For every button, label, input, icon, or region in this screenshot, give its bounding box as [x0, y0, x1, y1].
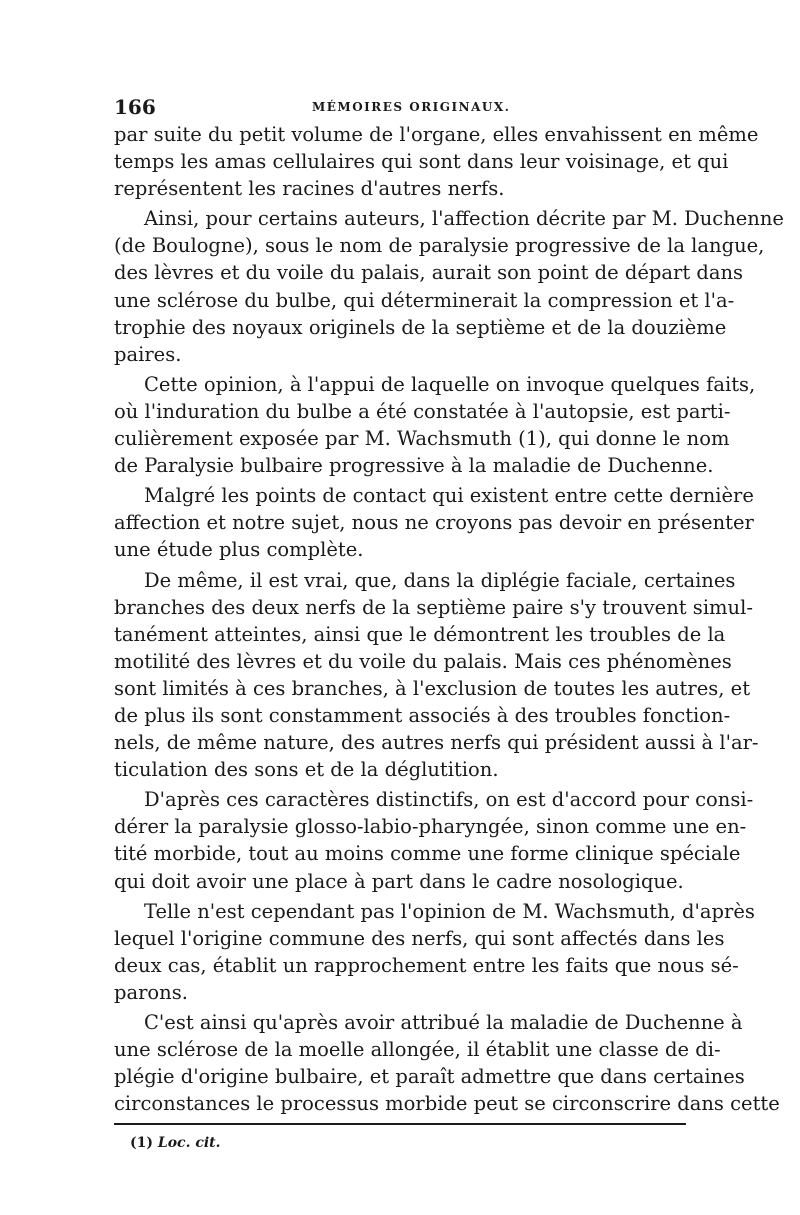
text-line: trophie des noyaux originels de la septième et de la douzième — [114, 315, 727, 339]
footnote-text: Loc. cit. — [157, 1135, 221, 1152]
text-line: Ainsi, pour certains auteurs, l'affection décrite par M. Duchenne — [144, 207, 784, 231]
text-line: paires. — [114, 342, 182, 366]
text-line: des lèvres et du voile du palais, aurait son point de départ dans — [114, 261, 744, 285]
text-line: temps les amas cellulaires qui sont dans leur voisinage, et qui — [114, 150, 729, 174]
text-line: sont limités à ces branches, à l'exclusion de toutes les autres, et — [114, 676, 751, 700]
text-line: ticulation des sons et de la déglutition. — [114, 758, 499, 782]
text-line: De même, il est vrai, que, dans la diplégie faciale, certaines — [144, 568, 736, 592]
text-line: tanément atteintes, ainsi que le démontrent les troubles de la — [114, 622, 726, 646]
text-line: représentent les racines d'autres nerfs. — [114, 177, 505, 201]
text-line: Malgré les points de contact qui existent entre cette dernière — [144, 484, 754, 508]
running-header — [114, 95, 686, 121]
text-line: C'est ainsi qu'après avoir attribué la maladie de Duchenne à — [144, 1011, 743, 1034]
text-line: branches des deux nerfs de la septième paire s'y trouvent simul- — [114, 595, 753, 619]
text-line: de plus ils sont constamment associés à des troubles fonction- — [114, 703, 731, 727]
text-line: une sclérose de la moelle allongée, il établit une classe de di- — [114, 1038, 721, 1062]
text-line: une sclérose du bulbe, qui déterminerait la compression et l'a- — [114, 288, 735, 312]
text-line: parons. — [114, 980, 188, 1004]
text-line: où l'induration du bulbe a été constatée à l'autopsie, est parti- — [114, 399, 731, 423]
running-title: MÉMOIRES ORIGINAUX. — [312, 100, 511, 114]
text-line: par suite du petit volume de l'organe, elles envahissent en même — [114, 123, 759, 146]
footnote-rule — [114, 1123, 686, 1125]
book-page — [114, 95, 784, 1152]
text-line: qui doit avoir une place à part dans le cadre nosologique. — [114, 869, 684, 893]
text-line: deux cas, établit un rapprochement entre les faits que nous sé- — [114, 953, 739, 977]
text-line: motilité des lèvres et du voile du palais. Mais ces phénomènes — [114, 649, 732, 673]
text-line: plégie d'origine bulbaire, et paraît admettre que dans certaines — [114, 1065, 745, 1089]
body-text — [114, 121, 784, 1117]
page-number: 166 — [114, 95, 156, 119]
text-line: affection et notre sujet, nous ne croyons pas devoir en présenter — [114, 511, 754, 535]
text-line: D'après ces caractères distinctifs, on est d'accord pour consi- — [144, 788, 754, 812]
text-line: lequel l'origine commune des nerfs, qui sont affectés dans les — [114, 926, 725, 950]
text-line: tité morbide, tout au moins comme une forme clinique spéciale — [114, 842, 741, 866]
text-line: (de Boulogne), sous le nom de paralysie progressive de la langue, — [114, 234, 765, 258]
text-line: une étude plus complète. — [114, 538, 364, 562]
footnote — [114, 1135, 686, 1151]
text-line: dérer la paralysie glosso-labio-pharyngée, sinon comme une en- — [114, 815, 747, 839]
footnote-marker: (1) — [130, 1135, 153, 1152]
text-line: Telle n'est cependant pas l'opinion de M. Wachsmuth, d'après — [144, 899, 755, 923]
text-line: nels, de même nature, des autres nerfs qui président aussi à l'ar- — [114, 731, 759, 755]
text-line: de Paralysie bulbaire progressive à la maladie de Duchenne. — [114, 454, 714, 478]
text-line: circonstances le processus morbide peut se circonscrire dans cette — [114, 1092, 780, 1116]
text-line: culièrement exposée par M. Wachsmuth (1), qui donne le nom — [114, 427, 730, 451]
text-line: Cette opinion, à l'appui de laquelle on invoque quelques faits, — [144, 372, 756, 396]
